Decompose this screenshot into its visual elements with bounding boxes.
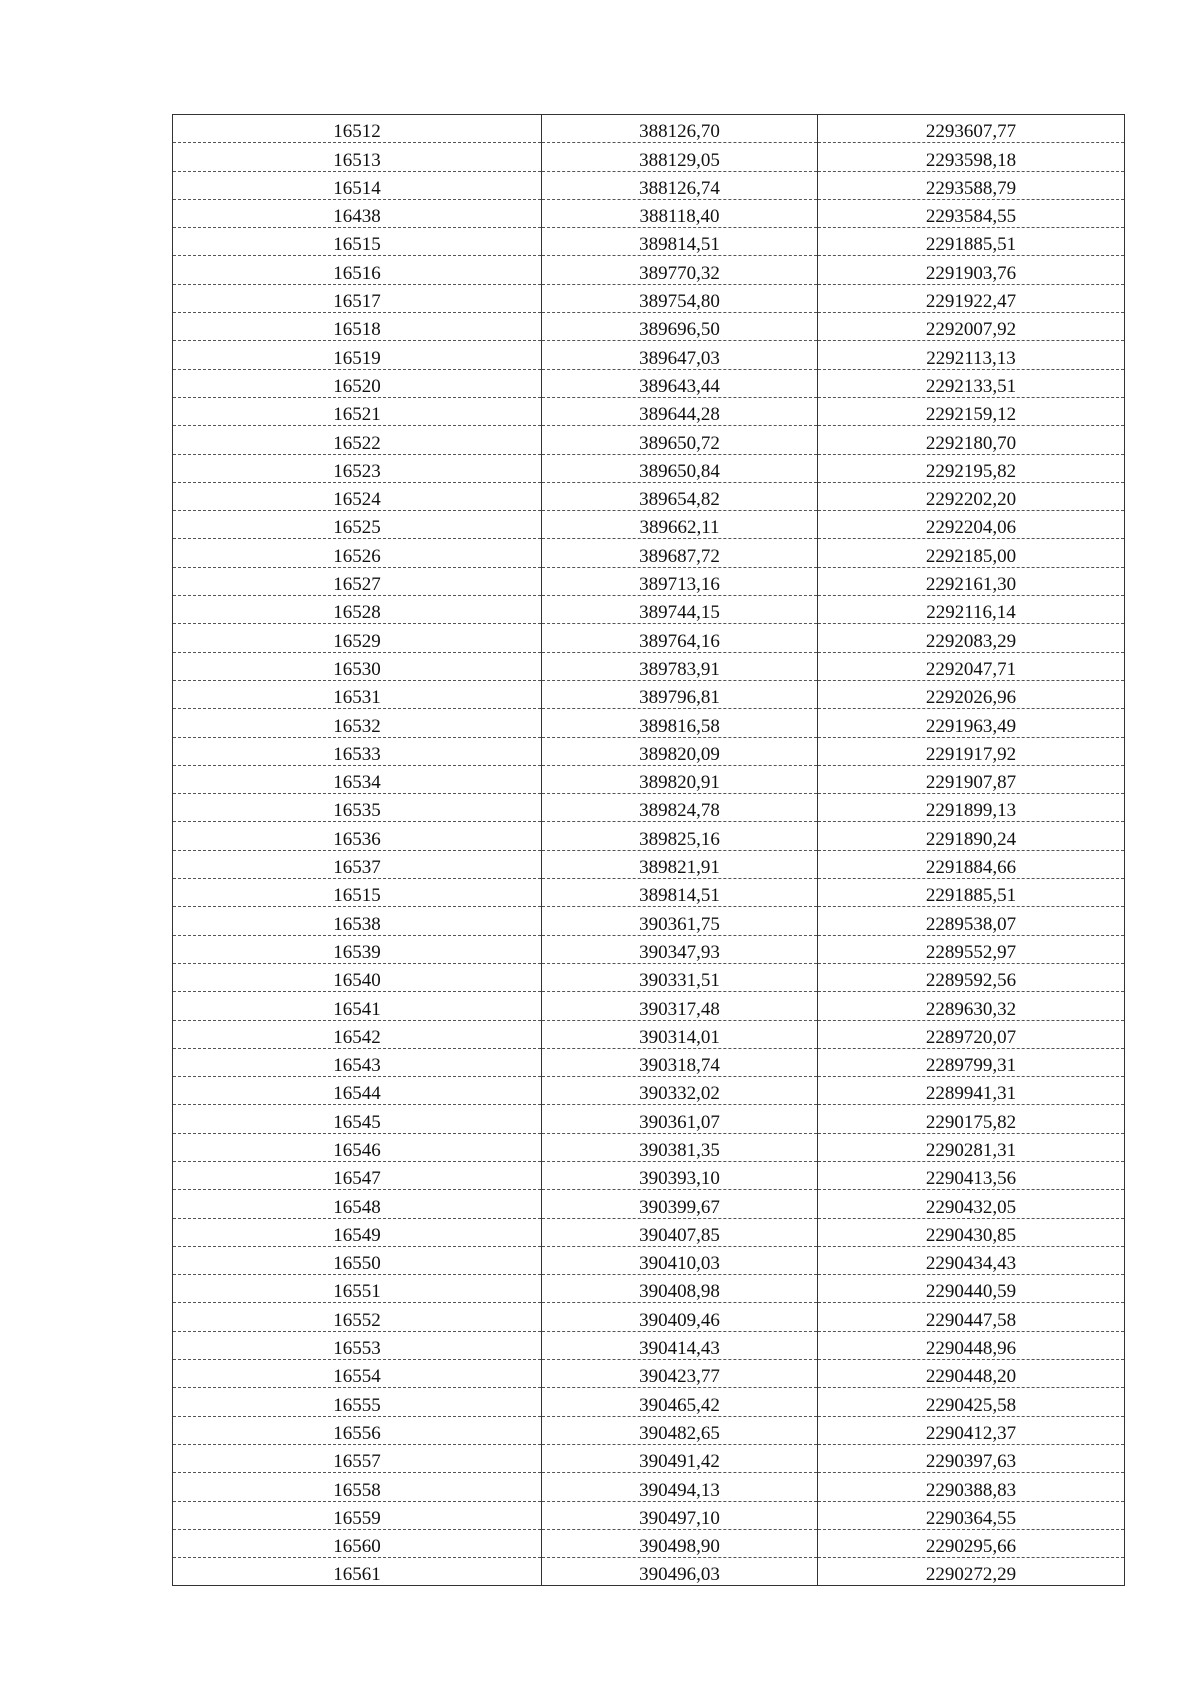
x-coordinate-cell: 389814,51: [542, 879, 818, 907]
table-row: [173, 935, 1125, 963]
x-coordinate-cell: 389821,91: [542, 850, 818, 878]
table-row: [173, 1529, 1125, 1557]
y-coordinate-cell: 2292159,12: [818, 397, 1125, 425]
point-number-cell: 16555: [173, 1388, 542, 1416]
y-coordinate-cell: 2292204,06: [818, 511, 1125, 539]
point-number-cell: 16532: [173, 709, 542, 737]
y-coordinate-cell: 2292113,13: [818, 341, 1125, 369]
table-row: [173, 1246, 1125, 1274]
point-number-cell: 16513: [173, 143, 542, 171]
table-row: [173, 1077, 1125, 1105]
table-row: [173, 1105, 1125, 1133]
table-row: [173, 624, 1125, 652]
y-coordinate-cell: 2289799,31: [818, 1048, 1125, 1076]
table-row: [173, 313, 1125, 341]
x-coordinate-cell: 389820,09: [542, 737, 818, 765]
x-coordinate-cell: 389824,78: [542, 794, 818, 822]
y-coordinate-cell: 2290272,29: [818, 1558, 1125, 1586]
y-coordinate-cell: 2290412,37: [818, 1416, 1125, 1444]
point-number-cell: 16551: [173, 1275, 542, 1303]
y-coordinate-cell: 2291903,76: [818, 256, 1125, 284]
point-number-cell: 16514: [173, 171, 542, 199]
point-number-cell: 16542: [173, 1020, 542, 1048]
point-number-cell: 16515: [173, 228, 542, 256]
y-coordinate-cell: 2291907,87: [818, 765, 1125, 793]
x-coordinate-cell: 389647,03: [542, 341, 818, 369]
table-row: [173, 1558, 1125, 1586]
table-row: [173, 369, 1125, 397]
table-row: [173, 1501, 1125, 1529]
y-coordinate-cell: 2292116,14: [818, 596, 1125, 624]
x-coordinate-cell: 390410,03: [542, 1246, 818, 1274]
point-number-cell: 16541: [173, 992, 542, 1020]
x-coordinate-cell: 390318,74: [542, 1048, 818, 1076]
y-coordinate-cell: 2290397,63: [818, 1444, 1125, 1472]
point-number-cell: 16512: [173, 115, 542, 143]
table-row: [173, 426, 1125, 454]
y-coordinate-cell: 2289941,31: [818, 1077, 1125, 1105]
x-coordinate-cell: 390361,75: [542, 907, 818, 935]
y-coordinate-cell: 2290364,55: [818, 1501, 1125, 1529]
point-number-cell: 16548: [173, 1190, 542, 1218]
x-coordinate-cell: 389687,72: [542, 539, 818, 567]
point-number-cell: 16547: [173, 1161, 542, 1189]
point-number-cell: 16524: [173, 482, 542, 510]
point-number-cell: 16526: [173, 539, 542, 567]
x-coordinate-cell: 389654,82: [542, 482, 818, 510]
point-number-cell: 16528: [173, 596, 542, 624]
table-row: [173, 907, 1125, 935]
x-coordinate-cell: 389825,16: [542, 822, 818, 850]
y-coordinate-cell: 2291885,51: [818, 228, 1125, 256]
point-number-cell: 16516: [173, 256, 542, 284]
x-coordinate-cell: 390423,77: [542, 1360, 818, 1388]
point-number-cell: 16558: [173, 1473, 542, 1501]
y-coordinate-cell: 2290440,59: [818, 1275, 1125, 1303]
table-row: [173, 737, 1125, 765]
x-coordinate-cell: 390393,10: [542, 1161, 818, 1189]
y-coordinate-cell: 2292185,00: [818, 539, 1125, 567]
x-coordinate-cell: 389796,81: [542, 680, 818, 708]
x-coordinate-cell: 390332,02: [542, 1077, 818, 1105]
y-coordinate-cell: 2291963,49: [818, 709, 1125, 737]
table-row: [173, 143, 1125, 171]
y-coordinate-cell: 2290432,05: [818, 1190, 1125, 1218]
point-number-cell: 16560: [173, 1529, 542, 1557]
point-number-cell: 16536: [173, 822, 542, 850]
table-row: [173, 1303, 1125, 1331]
x-coordinate-cell: 389764,16: [542, 624, 818, 652]
x-coordinate-cell: 390347,93: [542, 935, 818, 963]
y-coordinate-cell: 2292195,82: [818, 454, 1125, 482]
x-coordinate-cell: 390408,98: [542, 1275, 818, 1303]
x-coordinate-cell: 389744,15: [542, 596, 818, 624]
table-row: [173, 1473, 1125, 1501]
y-coordinate-cell: 2290448,96: [818, 1331, 1125, 1359]
table-row: [173, 228, 1125, 256]
table-row: [173, 1161, 1125, 1189]
x-coordinate-cell: 389754,80: [542, 284, 818, 312]
x-coordinate-cell: 390496,03: [542, 1558, 818, 1586]
point-number-cell: 16529: [173, 624, 542, 652]
table-row: [173, 850, 1125, 878]
table-row: [173, 1048, 1125, 1076]
y-coordinate-cell: 2290295,66: [818, 1529, 1125, 1557]
y-coordinate-cell: 2290281,31: [818, 1133, 1125, 1161]
point-number-cell: 16543: [173, 1048, 542, 1076]
y-coordinate-cell: 2293607,77: [818, 115, 1125, 143]
y-coordinate-cell: 2290425,58: [818, 1388, 1125, 1416]
x-coordinate-cell: 389696,50: [542, 313, 818, 341]
y-coordinate-cell: 2292133,51: [818, 369, 1125, 397]
x-coordinate-cell: 389650,84: [542, 454, 818, 482]
y-coordinate-cell: 2291885,51: [818, 879, 1125, 907]
table-row: [173, 822, 1125, 850]
y-coordinate-cell: 2292007,92: [818, 313, 1125, 341]
x-coordinate-cell: 389643,44: [542, 369, 818, 397]
y-coordinate-cell: 2289592,56: [818, 963, 1125, 991]
table-row: [173, 652, 1125, 680]
y-coordinate-cell: 2292026,96: [818, 680, 1125, 708]
x-coordinate-cell: 389814,51: [542, 228, 818, 256]
point-number-cell: 16550: [173, 1246, 542, 1274]
x-coordinate-cell: 390317,48: [542, 992, 818, 1020]
x-coordinate-cell: 388126,74: [542, 171, 818, 199]
coordinates-table-body: [173, 115, 1125, 1586]
x-coordinate-cell: 390314,01: [542, 1020, 818, 1048]
point-number-cell: 16538: [173, 907, 542, 935]
point-number-cell: 16545: [173, 1105, 542, 1133]
table-row: [173, 397, 1125, 425]
point-number-cell: 16527: [173, 567, 542, 595]
point-number-cell: 16553: [173, 1331, 542, 1359]
y-coordinate-cell: 2293588,79: [818, 171, 1125, 199]
table-row: [173, 1388, 1125, 1416]
point-number-cell: 16539: [173, 935, 542, 963]
table-row: [173, 539, 1125, 567]
x-coordinate-cell: 389644,28: [542, 397, 818, 425]
y-coordinate-cell: 2292047,71: [818, 652, 1125, 680]
y-coordinate-cell: 2290434,43: [818, 1246, 1125, 1274]
x-coordinate-cell: 389713,16: [542, 567, 818, 595]
table-row: [173, 511, 1125, 539]
y-coordinate-cell: 2289552,97: [818, 935, 1125, 963]
table-row: [173, 567, 1125, 595]
point-number-cell: 16533: [173, 737, 542, 765]
table-row: [173, 1360, 1125, 1388]
point-number-cell: 16534: [173, 765, 542, 793]
y-coordinate-cell: 2290430,85: [818, 1218, 1125, 1246]
x-coordinate-cell: 390407,85: [542, 1218, 818, 1246]
point-number-cell: 16519: [173, 341, 542, 369]
table-row: [173, 879, 1125, 907]
x-coordinate-cell: 388129,05: [542, 143, 818, 171]
point-number-cell: 16535: [173, 794, 542, 822]
x-coordinate-cell: 390494,13: [542, 1473, 818, 1501]
x-coordinate-cell: 390409,46: [542, 1303, 818, 1331]
table-row: [173, 199, 1125, 227]
x-coordinate-cell: 390381,35: [542, 1133, 818, 1161]
point-number-cell: 16537: [173, 850, 542, 878]
y-coordinate-cell: 2291890,24: [818, 822, 1125, 850]
x-coordinate-cell: 390361,07: [542, 1105, 818, 1133]
x-coordinate-cell: 389662,11: [542, 511, 818, 539]
table-row: [173, 1133, 1125, 1161]
y-coordinate-cell: 2289538,07: [818, 907, 1125, 935]
table-row: [173, 680, 1125, 708]
point-number-cell: 16554: [173, 1360, 542, 1388]
table-row: [173, 171, 1125, 199]
x-coordinate-cell: 389770,32: [542, 256, 818, 284]
table-row: [173, 341, 1125, 369]
x-coordinate-cell: 389783,91: [542, 652, 818, 680]
table-row: [173, 256, 1125, 284]
table-row: [173, 596, 1125, 624]
x-coordinate-cell: 390497,10: [542, 1501, 818, 1529]
table-row: [173, 709, 1125, 737]
y-coordinate-cell: 2291922,47: [818, 284, 1125, 312]
y-coordinate-cell: 2290413,56: [818, 1161, 1125, 1189]
table-row: [173, 963, 1125, 991]
table-row: [173, 1331, 1125, 1359]
point-number-cell: 16530: [173, 652, 542, 680]
y-coordinate-cell: 2290388,83: [818, 1473, 1125, 1501]
x-coordinate-cell: 389650,72: [542, 426, 818, 454]
point-number-cell: 16559: [173, 1501, 542, 1529]
x-coordinate-cell: 389820,91: [542, 765, 818, 793]
y-coordinate-cell: 2291884,66: [818, 850, 1125, 878]
point-number-cell: 16523: [173, 454, 542, 482]
point-number-cell: 16518: [173, 313, 542, 341]
y-coordinate-cell: 2293584,55: [818, 199, 1125, 227]
point-number-cell: 16525: [173, 511, 542, 539]
table-row: [173, 1190, 1125, 1218]
y-coordinate-cell: 2290448,20: [818, 1360, 1125, 1388]
y-coordinate-cell: 2291917,92: [818, 737, 1125, 765]
point-number-cell: 16549: [173, 1218, 542, 1246]
y-coordinate-cell: 2292202,20: [818, 482, 1125, 510]
y-coordinate-cell: 2292180,70: [818, 426, 1125, 454]
point-number-cell: 16544: [173, 1077, 542, 1105]
table-row: [173, 1275, 1125, 1303]
table-row: [173, 794, 1125, 822]
y-coordinate-cell: 2292083,29: [818, 624, 1125, 652]
table-row: [173, 1416, 1125, 1444]
point-number-cell: 16546: [173, 1133, 542, 1161]
table-row: [173, 482, 1125, 510]
table-row: [173, 115, 1125, 143]
y-coordinate-cell: 2289720,07: [818, 1020, 1125, 1048]
point-number-cell: 16556: [173, 1416, 542, 1444]
point-number-cell: 16557: [173, 1444, 542, 1472]
point-number-cell: 16522: [173, 426, 542, 454]
x-coordinate-cell: 390465,42: [542, 1388, 818, 1416]
x-coordinate-cell: 389816,58: [542, 709, 818, 737]
point-number-cell: 16520: [173, 369, 542, 397]
point-number-cell: 16521: [173, 397, 542, 425]
x-coordinate-cell: 390498,90: [542, 1529, 818, 1557]
table-row: [173, 284, 1125, 312]
table-row: [173, 454, 1125, 482]
point-number-cell: 16540: [173, 963, 542, 991]
y-coordinate-cell: 2293598,18: [818, 143, 1125, 171]
table-row: [173, 1444, 1125, 1472]
x-coordinate-cell: 388118,40: [542, 199, 818, 227]
point-number-cell: 16438: [173, 199, 542, 227]
x-coordinate-cell: 390482,65: [542, 1416, 818, 1444]
point-number-cell: 16561: [173, 1558, 542, 1586]
table-row: [173, 765, 1125, 793]
x-coordinate-cell: 390399,67: [542, 1190, 818, 1218]
x-coordinate-cell: 388126,70: [542, 115, 818, 143]
y-coordinate-cell: 2291899,13: [818, 794, 1125, 822]
point-number-cell: 16517: [173, 284, 542, 312]
point-number-cell: 16515: [173, 879, 542, 907]
y-coordinate-cell: 2292161,30: [818, 567, 1125, 595]
y-coordinate-cell: 2290175,82: [818, 1105, 1125, 1133]
table-row: [173, 1020, 1125, 1048]
coordinates-table: [172, 114, 1125, 1586]
y-coordinate-cell: 2290447,58: [818, 1303, 1125, 1331]
y-coordinate-cell: 2289630,32: [818, 992, 1125, 1020]
point-number-cell: 16552: [173, 1303, 542, 1331]
x-coordinate-cell: 390414,43: [542, 1331, 818, 1359]
point-number-cell: 16531: [173, 680, 542, 708]
table-row: [173, 1218, 1125, 1246]
table-row: [173, 992, 1125, 1020]
x-coordinate-cell: 390491,42: [542, 1444, 818, 1472]
x-coordinate-cell: 390331,51: [542, 963, 818, 991]
